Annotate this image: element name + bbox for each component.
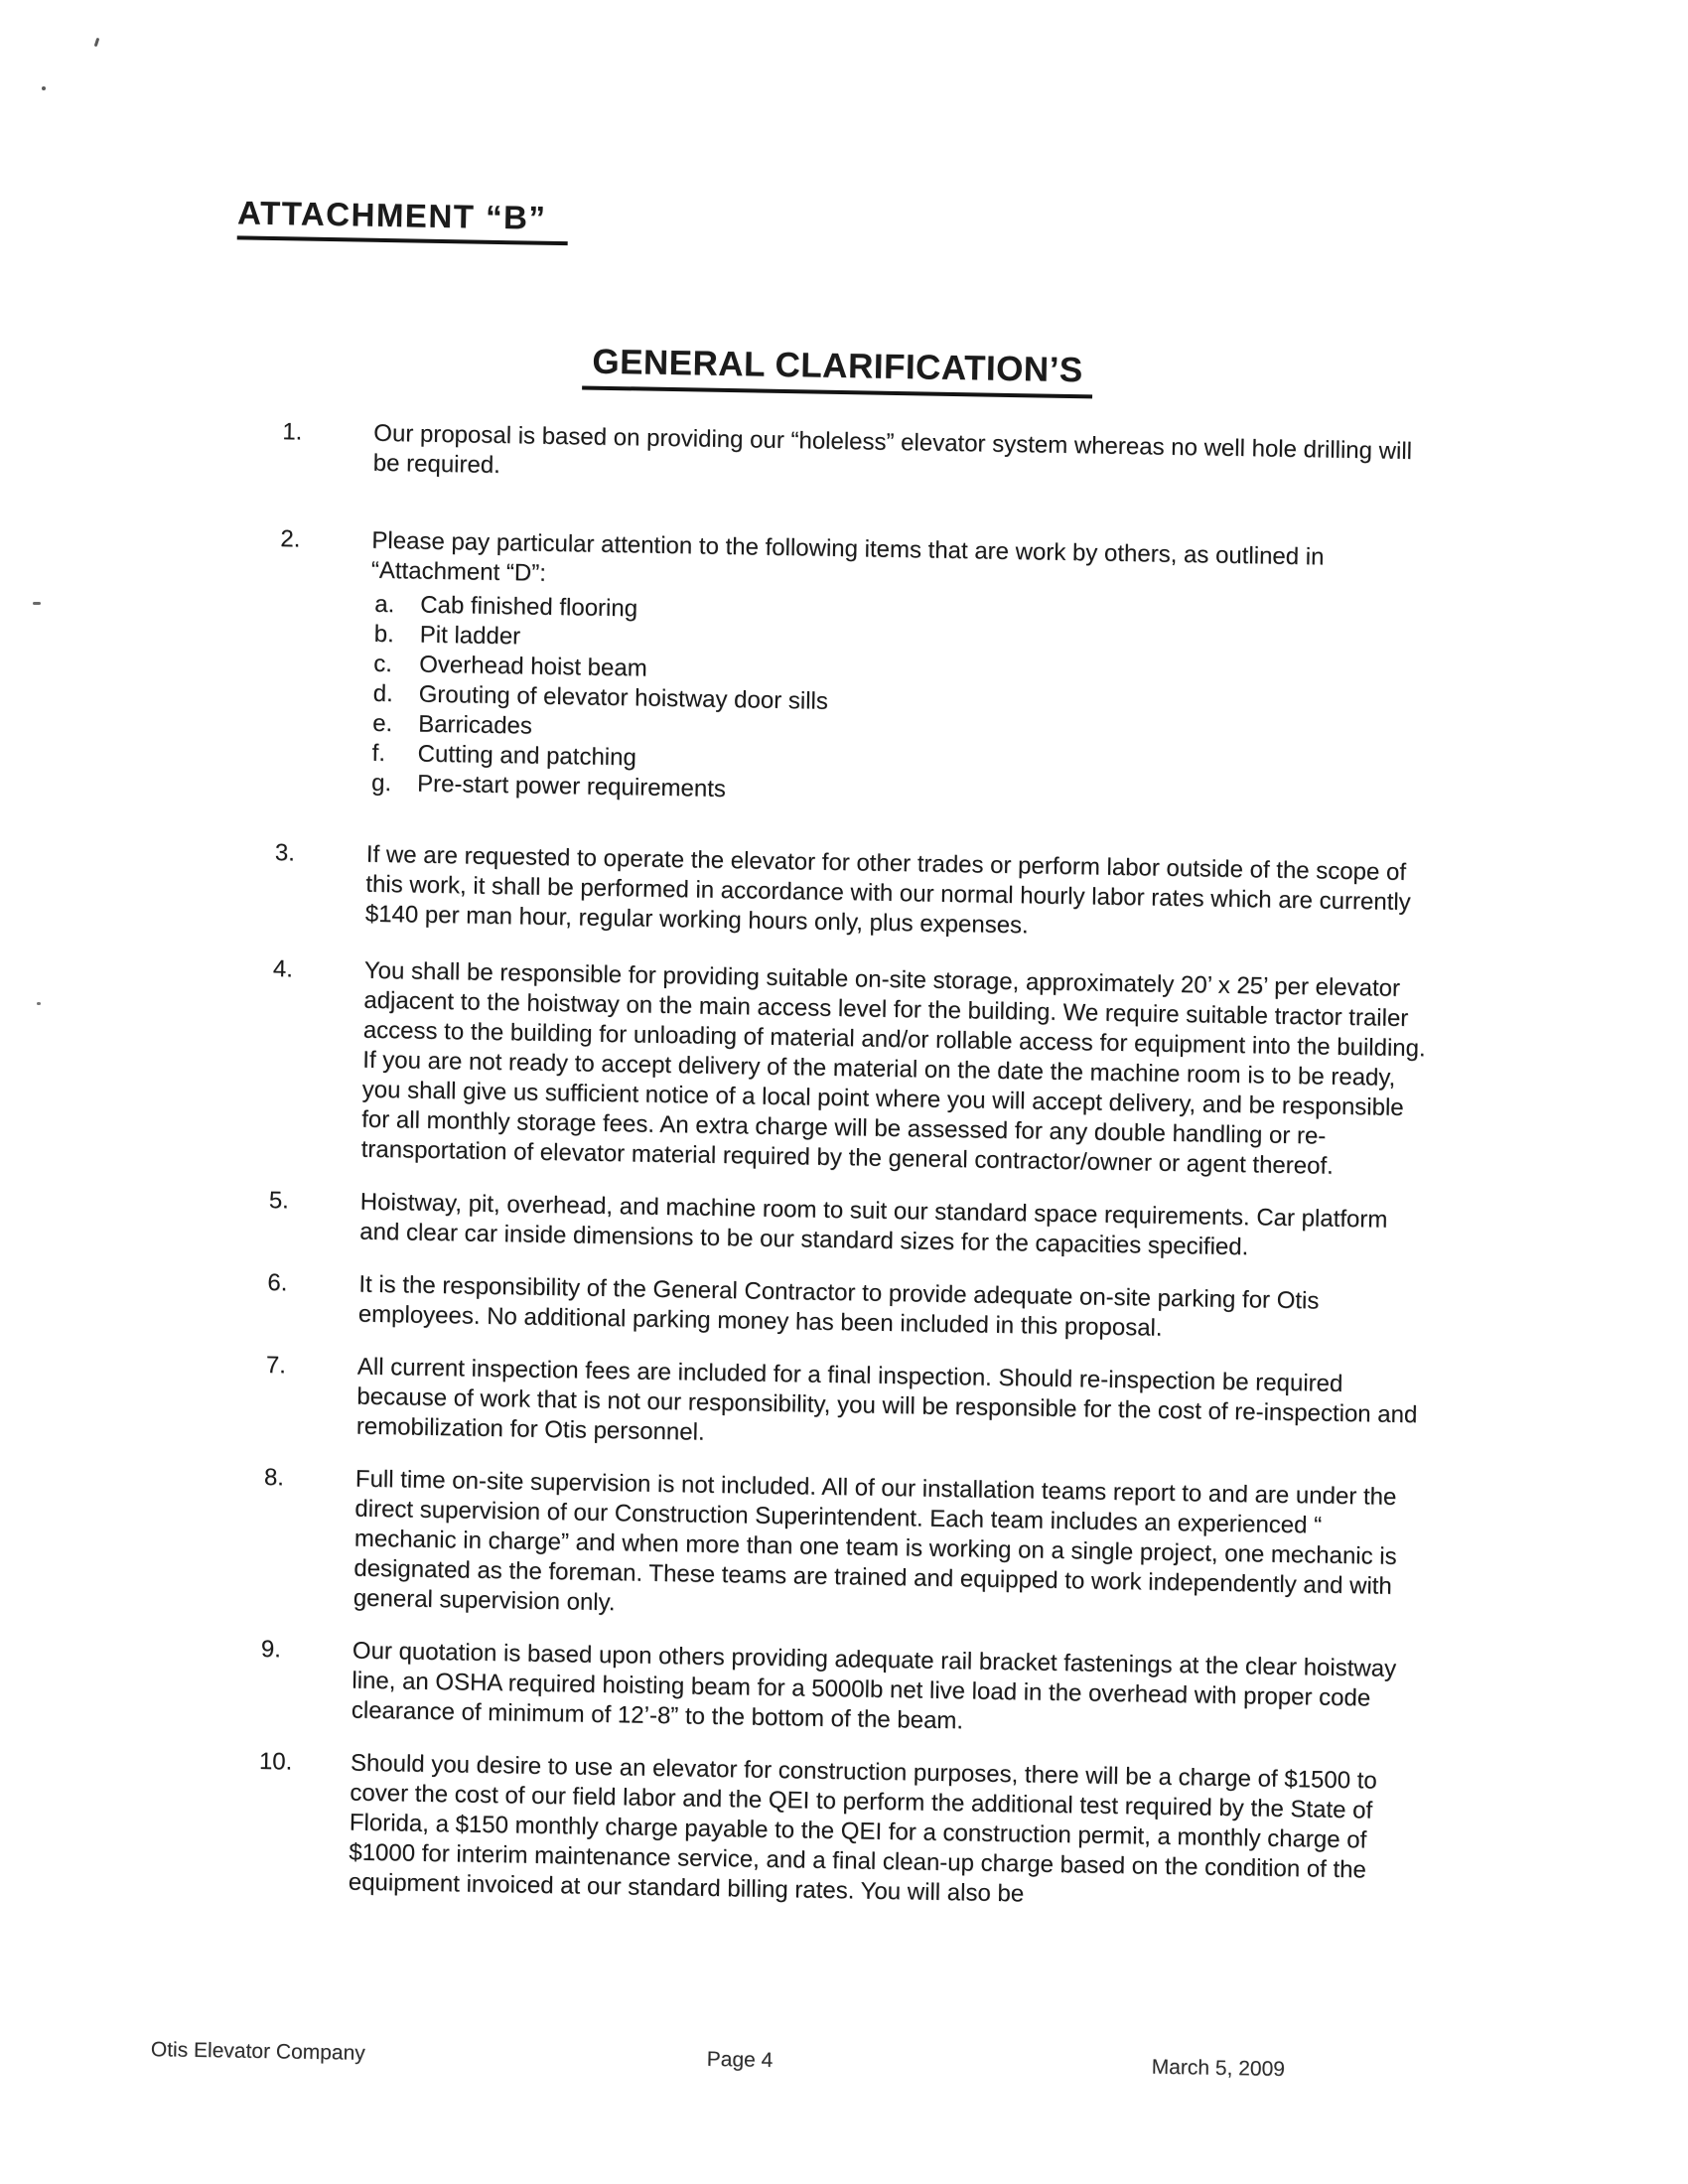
item-number: 10. [258, 1747, 293, 1776]
item-text: Should you desire to use an elevator for construction purposes, there will be a charge of $1500 to cover the cost of our field labor and the QEI to perform the additional test required by the State of Florida, a $150 monthly charge payable to the QEI for a construction permit, a monthly charge of $1000 for interim maintenance service, and a final clean-up charge based on the condition of the equipment invoiced at our standard billing rates. You will also be [348, 1749, 1377, 1908]
item-number: 7. [265, 1352, 287, 1380]
item-number: 2. [280, 525, 301, 553]
item-text: Hoistway, pit, overhead, and machine room to suit our standard space requirements. Car platform and clear car inside dimensions to be our standard sizes for the capacities specified. [359, 1188, 1388, 1261]
clarification-item [267, 1268, 1430, 1348]
subitem-text: Cutting and patching [417, 740, 637, 772]
footer-date: March 5, 2009 [1151, 2055, 1286, 2082]
attachment-heading: ATTACHMENT “B” [237, 194, 569, 245]
item-text: If we are requested to operate the elevator for other trades or perform labor outside of the scope of this work, it shall be performed in accordance with our normal hourly labor rates which are currently $140 per man hour, regular working hours only, plus expenses. [364, 840, 1411, 940]
item-text: Full time on-site supervision is not included. All of our installation teams report to and are under the direct supervision of our Construction Superintendent. Each team includes an experienced “ mechanic in charge” and when more than one team is working on a single project, one mechanic is designated as the foreman. These teams are trained and equipped to work independently and with general supervision only. [352, 1465, 1397, 1617]
subitem-text: Overhead hoist beam [419, 651, 647, 682]
item-body [365, 840, 1431, 948]
subitem-text: Cab finished flooring [420, 591, 638, 623]
subitem-letter: c. [373, 650, 393, 678]
item-number: 9. [260, 1636, 282, 1664]
item-text: Our proposal is based on providing our “holeless” elevator system whereas no well hole drilling will be required. [372, 419, 1413, 480]
item-text: Our quotation is based upon others providing adequate rail bracket fastenings at the clear hoistway line, an OSHA required hoisting beam for a 5000lb net live load in the overhead with proper code clearance of minimum of 12’-8” to the bottom of the beam. [351, 1637, 1397, 1735]
item-body [349, 1749, 1415, 1917]
subitem-text: Grouting of elevator hoistway door sills [418, 680, 829, 715]
item-body [359, 1188, 1425, 1266]
clarifications-list [256, 417, 1444, 1939]
clarification-item [257, 1747, 1421, 1916]
item-number: 8. [263, 1464, 285, 1492]
item-body [358, 1270, 1424, 1349]
subitem-letter: d. [372, 679, 393, 708]
subitem-text: Barricades [417, 710, 533, 740]
subitem-letter: f. [371, 739, 386, 768]
subitem-letter: b. [373, 620, 395, 649]
clarification-item [269, 954, 1434, 1183]
clarification-item [282, 417, 1445, 497]
scan-artifact [42, 86, 46, 90]
clarification-item [265, 1351, 1428, 1460]
page-title: GENERAL CLARIFICATION’S [582, 342, 1093, 398]
footer-page-number: Page 4 [706, 2047, 774, 2073]
clarification-item [260, 1635, 1423, 1744]
item-number: 4. [272, 955, 294, 983]
subitem-text: Pre-start power requirements [416, 770, 727, 803]
scan-artifact [33, 602, 41, 605]
item-number: 3. [274, 839, 296, 867]
item-text: All current inspection fees are included for a final inspection. Should re-inspection be required because of work that is not our responsibility, you will be responsible for the cost of re-inspection and remobilization for Otis personnel. [355, 1353, 1418, 1446]
item-body [360, 956, 1429, 1184]
scan-artifact [37, 1002, 41, 1005]
item-body [367, 526, 1437, 817]
subitem-letter: e. [371, 709, 393, 738]
clarification-item [268, 1186, 1431, 1265]
item-number: 6. [267, 1269, 288, 1297]
subitem-text: Pit ladder [419, 621, 521, 651]
item-body [352, 1637, 1417, 1745]
title-row [0, 332, 1682, 409]
clarification-item [274, 838, 1437, 947]
item-text: Please pay particular attention to the following items that are work by others, as outlined in “Attachment “D”: [370, 526, 1325, 587]
subitem-list [367, 590, 1436, 817]
clarification-item [276, 524, 1443, 816]
item-text: You shall be responsible for providing suitable on-site storage, approximately 20’ x 25’ per elevator adjacent to the hoistway on the main access level for the building. We require suitable tractor trailer access to the building for unloading of material and/or rollable access for equipment into the building. If you are not ready to accept delivery of the material on the date the machine room is to be ready, you shall give us sufficient notice of a local point where you will accept delivery, and be responsible for all monthly storage fees. An extra charge will be assessed for any double handling or re-transportation of elevator material required by the general contractor/owner or agent thereof. [360, 956, 1426, 1180]
subitem-letter: g. [370, 769, 392, 798]
footer-company: Otis Elevator Company [150, 2038, 365, 2065]
item-text: It is the responsibility of the General Contractor to provide adequate on-site parking for Otis employees. No additional parking money has been included in this proposal. [357, 1270, 1320, 1342]
item-body [356, 1353, 1422, 1461]
clarification-item [262, 1463, 1426, 1632]
item-number: 5. [268, 1187, 290, 1215]
item-number: 1. [282, 418, 303, 446]
item-body [353, 1465, 1420, 1633]
item-body [373, 419, 1439, 498]
subitem-letter: a. [374, 590, 395, 619]
